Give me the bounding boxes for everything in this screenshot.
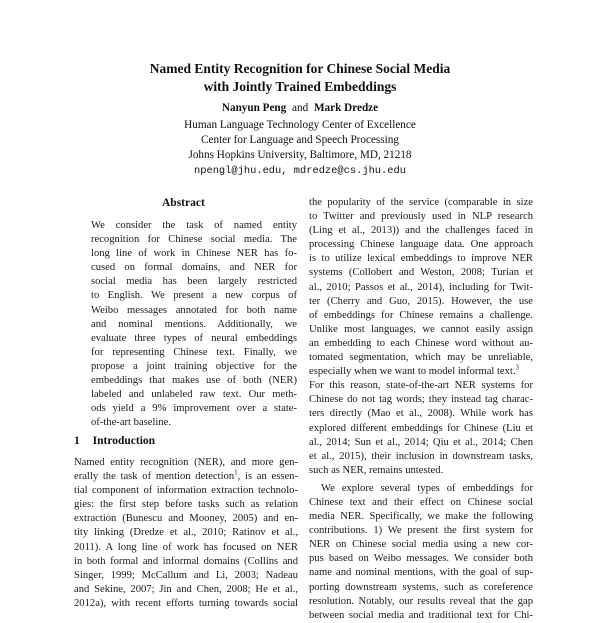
title-line-1: Named Entity Recognition for Chinese Social Media: [149, 61, 451, 76]
abstract-line: recognition for Chinese social media. The: [91, 234, 297, 246]
body-line: al., 2014; Sun et al., 2014; Qiu et al., 2014; Chen: [309, 436, 533, 448]
abstract-line: of-the-art baseline.: [91, 417, 172, 429]
body-line: al., 2010; Passos et al., 2014), including for Twit-: [309, 281, 533, 293]
intro-line-tail: , is an essen-: [237, 471, 298, 483]
affiliation-line-3: Johns Hopkins University, Baltimore, MD, 21218: [188, 149, 412, 161]
intro-line: Singer, 1999; McCallum and Li, 2003; Nadeau: [74, 569, 298, 581]
section-number: 1: [74, 435, 80, 447]
abstract-line: embeddings that makes use of both (NER): [91, 375, 297, 387]
footnote-mark: 3: [515, 363, 520, 372]
intro-line: extraction (Bunescu and Mooney, 2005) and en-: [74, 513, 298, 525]
body-line: We explore several types of embeddings for: [321, 482, 533, 494]
paper-title: [60, 60, 540, 96]
body-line: Chinese do not tag words; they instead tag charac-: [309, 394, 533, 406]
intro-line: [74, 470, 298, 484]
abstract-line: cused on formal domains, and NER for: [91, 262, 297, 274]
author-2: Mark Dredze: [314, 102, 379, 114]
introduction-body: [74, 456, 298, 611]
abstract-body: [91, 219, 297, 430]
affiliation-line-2: Center for Language and Speech Processing: [201, 134, 399, 146]
abstract-line: labeled and unlabeled raw text. Our meth-: [91, 389, 297, 401]
intro-line: gies: the first step before tasks such as relation: [74, 499, 298, 511]
abstract-line: for representing Chinese text. Finally, we: [91, 346, 297, 358]
author-conjunction: and: [292, 102, 309, 114]
body-line: to Twitter and previously used in NLP research: [309, 211, 533, 223]
body-line: of embeddings for Chinese remains a challenge.: [309, 309, 533, 321]
abstract-line: We consider the task of named entity: [91, 220, 297, 231]
section-heading-introduction: [74, 434, 155, 448]
body-line: the popularity of the service (comparable in size: [309, 197, 533, 208]
author-1: Nanyun Peng: [221, 102, 287, 114]
body-line: pus based on Weibo messages. We consider both: [309, 553, 533, 565]
abstract-line: propose a joint training objective for the: [91, 360, 297, 372]
author-emails: npengl@jhu.edu, mdredze@cs.jhu.edu: [193, 165, 406, 177]
body-line: processing Chinese language data. One approach: [309, 239, 533, 251]
body-line: systems (Collobert and Weston, 2008; Turian et: [309, 267, 533, 279]
body-line: (Ling et al., 2013)) and the challenges faced in: [309, 225, 533, 237]
body-line: name and nominal mentions, with the goal of sup-: [309, 567, 533, 579]
abstract-line: to English. We present a new corpus of: [91, 290, 297, 302]
body-line: porting downstream systems, such as coreference: [309, 581, 533, 593]
abstract-heading: Abstract: [162, 197, 205, 209]
body-line: contributions. 1) We present the first system for: [309, 525, 533, 537]
body-line-text: especially when we want to model informal text.: [309, 366, 516, 378]
body-line: tomated segmentation, which may be unreliable,: [309, 352, 533, 364]
body-line: media NER. Specifically, we make the following: [309, 511, 533, 523]
intro-line: tial component of information extraction technolo-: [74, 485, 298, 497]
abstract-line: social media has been largely restricted: [91, 276, 297, 288]
body-line: between social media and traditional text for Chi-: [309, 609, 533, 621]
abstract-line: long line of work in Chinese NER has fo-: [91, 248, 297, 260]
section-title: Introduction: [92, 435, 156, 447]
authors: [60, 101, 540, 116]
body-line: NER on Chinese social media using a new cor-: [309, 539, 533, 551]
intro-line: Named entity recognition (NER), and more gen-: [74, 457, 298, 468]
intro-line: in both formal and informal domains (Collins and: [74, 555, 298, 567]
body-line: an embedding to each Chinese word without au-: [309, 337, 533, 349]
intro-line-text: erally the task of mention detection: [74, 471, 235, 483]
abstract-line: Weibo messages annotated for both name: [91, 304, 297, 316]
right-column-body: [309, 196, 533, 623]
intro-line: 2012a), with recent efforts turning towards social: [74, 597, 298, 609]
body-line: ters directly (Mao et al., 2008). While work has: [309, 408, 533, 420]
intro-line: tity linking (Dredze et al., 2010; Ratinov et al.,: [74, 527, 298, 539]
body-line: et al., 2015), their inclusion in downstream tasks,: [309, 450, 533, 462]
abstract-line: evaluate three types of neural embeddings: [91, 332, 297, 344]
title-line-2: with Jointly Trained Embeddings: [203, 79, 397, 94]
body-line: Chinese text and their effect on Chinese social: [309, 496, 533, 508]
body-line: For this reason, state-of-the-art NER systems for: [309, 380, 533, 392]
affiliation-line-1: Human Language Technology Center of Excellence: [184, 119, 416, 131]
body-line: Unlike most languages, we cannot easily assign: [309, 323, 533, 335]
footnote-mark: 1: [234, 468, 238, 477]
body-line: [309, 365, 533, 379]
body-line: is to utilize lexical embeddings to improve NER: [309, 253, 533, 265]
body-line: such as NER, remains untested.: [309, 464, 444, 476]
body-line: resolution. Notably, our results reveal that the gap: [309, 595, 533, 607]
body-line: explored different embeddings for Chinese (Liu et: [309, 422, 533, 434]
intro-line: and Sekine, 2007; Jin and Chen, 2008; He et al.,: [74, 583, 298, 595]
body-line: ter (Cherry and Guo, 2015). However, the use: [309, 295, 533, 307]
intro-line: 2011). A long line of work has focused on NER: [74, 541, 298, 553]
abstract-line: ods yield a 9% improvement over a state-: [91, 403, 297, 415]
abstract-line: and nominal mentions. Additionally, we: [91, 318, 297, 330]
